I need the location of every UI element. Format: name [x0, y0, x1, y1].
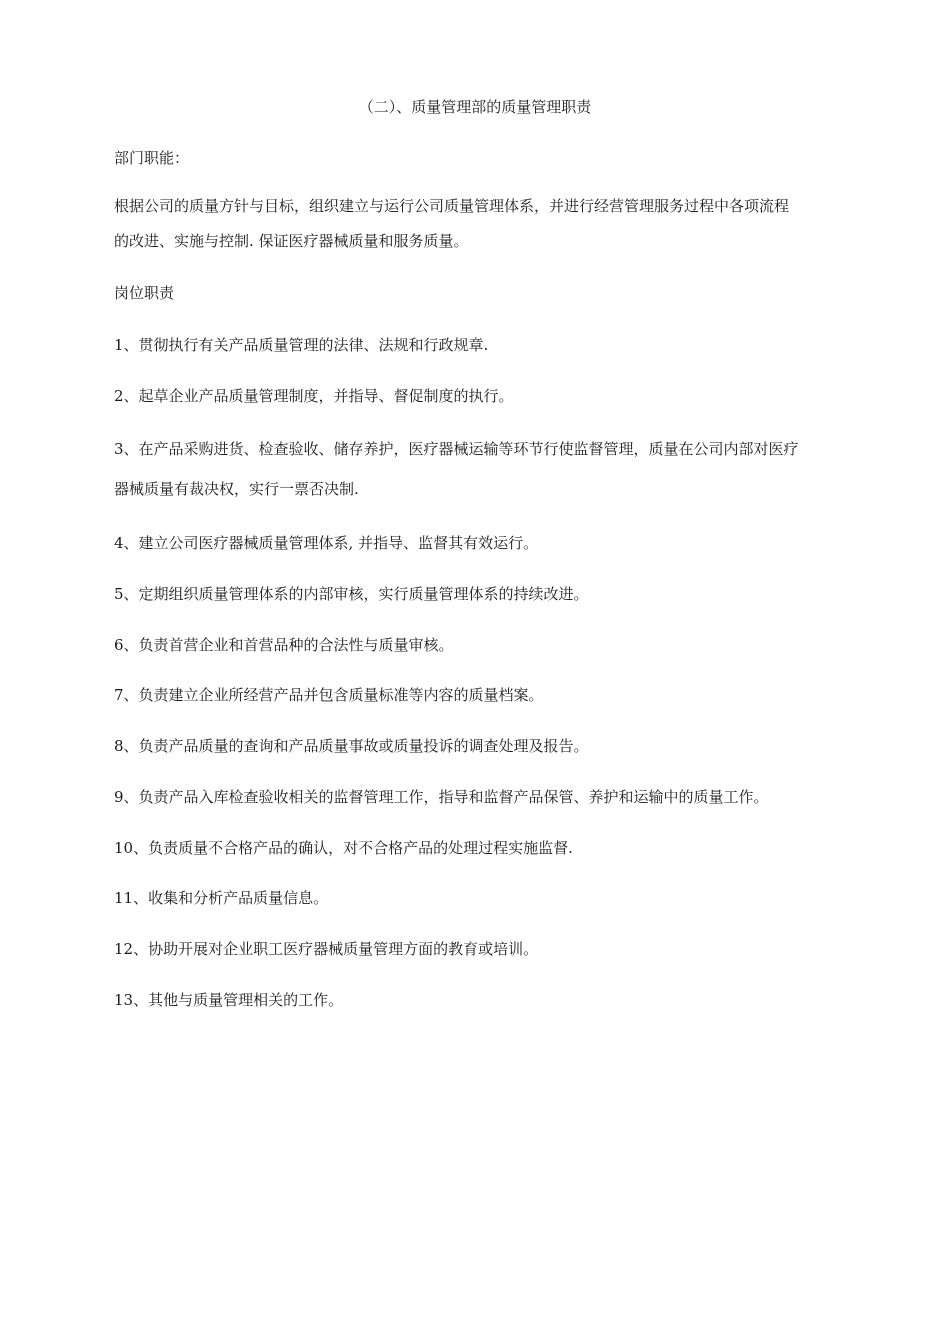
- duty-item-3-line1: 3、在产品采购进货、检查验收、储存养护，医疗器械运输等环节行使监督管理，质量在公司内部对医疗: [114, 440, 799, 458]
- duty-item-13: 13、其他与质量管理相关的工作。: [114, 991, 344, 1009]
- dept-function-label: 部门职能：: [114, 149, 190, 167]
- duty-item-11: 11、收集和分析产品质量信息。: [114, 889, 329, 907]
- duties-label: 岗位职责: [114, 284, 175, 302]
- duty-item-12: 12、协助开展对企业职工医疗器械质量管理方面的教育或培训。: [114, 940, 539, 958]
- duty-item-2: 2、起草企业产品质量管理制度，并指导、督促制度的执行。: [114, 387, 514, 405]
- document-title: （二）、质量管理部的质量管理职责: [358, 98, 592, 116]
- duty-item-3-line2: 器械质量有裁决权，实行一票否决制.: [114, 480, 359, 498]
- dept-function-text-line1: 根据公司的质量方针与目标，组织建立与运行公司质量管理体系，并进行经营管理服务过程中各项流程: [114, 197, 790, 215]
- duty-item-8: 8、负责产品质量的查询和产品质量事故或质量投诉的调查处理及报告。: [114, 737, 589, 755]
- duty-item-5: 5、定期组织质量管理体系的内部审核，实行质量管理体系的持续改进。: [114, 585, 589, 603]
- duty-item-1: 1、贯彻执行有关产品质量管理的法律、法规和行政规章.: [114, 336, 489, 354]
- duty-item-10: 10、负责质量不合格产品的确认，对不合格产品的处理过程实施监督.: [114, 839, 573, 857]
- duty-item-4: 4、建立公司医疗器械质量管理体系, 并指导、监督其有效运行。: [114, 534, 539, 552]
- duty-item-9: 9、负责产品入库检查验收相关的监督管理工作，指导和监督产品保管、养护和运输中的质量工作。: [114, 788, 769, 806]
- dept-function-text-line2: 的改进、实施与控制. 保证医疗器械质量和服务质量。: [114, 232, 469, 250]
- duty-item-6: 6、负责首营企业和首营品种的合法性与质量审核。: [114, 636, 454, 654]
- duty-item-7: 7、负责建立企业所经营产品并包含质量标准等内容的质量档案。: [114, 686, 544, 704]
